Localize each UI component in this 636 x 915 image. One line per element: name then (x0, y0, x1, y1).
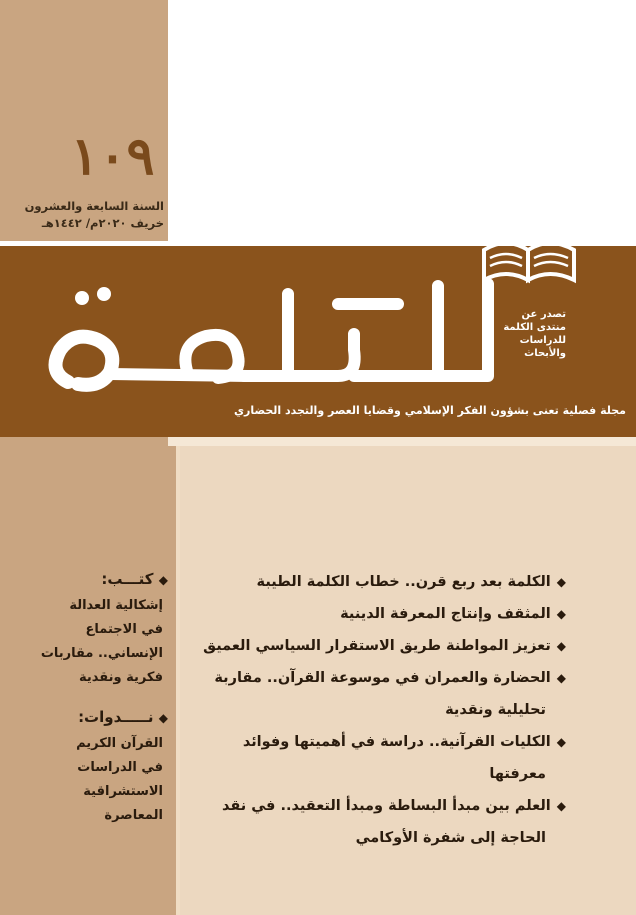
diamond-bullet-icon: ◆ (556, 575, 566, 589)
article-title-continued: تحليلية ونقدية (445, 702, 546, 718)
diamond-bullet-icon: ◆ (556, 607, 566, 621)
article-item (200, 566, 566, 598)
article-item (200, 662, 566, 726)
publisher-line: منتدى الكلمة (503, 322, 566, 333)
seminars-heading-text: نـــــدوات: (78, 708, 154, 726)
seminar-line: الاستشراقية (83, 784, 163, 799)
books-heading-text: كتـــب: (101, 570, 154, 588)
article-title: العلم بين مبدأ البساطة ومبدأ التعقيد.. في نقد (221, 798, 551, 814)
magazine-tagline: مجلة فصلية تعنى بشؤون الفكر الإسلامي وقضايا العصر والتجدد الحضاري (233, 404, 626, 417)
diamond-bullet-icon: ◆ (158, 573, 168, 587)
book-line: فكرية ونقدية (78, 670, 163, 685)
seminar-line: المعاصرة (104, 808, 163, 823)
diamond-bullet-icon: ◆ (158, 711, 168, 725)
issue-year: السنة السابعة والعشرون (24, 199, 164, 213)
article-title-continued: معرفتها (489, 766, 546, 782)
article-item (200, 726, 566, 790)
article-title: الكلمة بعد ربع قرن.. خطاب الكلمة الطيبة (256, 574, 551, 590)
book-line: إشكالية العدالة (69, 598, 163, 613)
article-item (200, 598, 566, 630)
diamond-bullet-icon: ◆ (556, 671, 566, 685)
seminars-list (8, 732, 163, 828)
article-title: الحضارة والعمران في موسوعة القرآن.. مقاربة (214, 670, 551, 686)
article-title: الكليات القرآنية.. دراسة في أهميتها وفوائد (242, 734, 551, 750)
books-heading (8, 570, 168, 588)
publisher-note (482, 308, 566, 360)
publisher-line: والأبحاث (524, 348, 566, 359)
article-title: المثقف وإنتاج المعرفة الدينية (340, 606, 551, 622)
magazine-title-logo (38, 264, 518, 394)
seminars-heading (8, 708, 168, 726)
diamond-bullet-icon: ◆ (556, 735, 566, 749)
articles-list (200, 566, 566, 854)
diamond-bullet-icon: ◆ (556, 799, 566, 813)
article-title: تعزيز المواطنة طريق الاستقرار السياسي العميق (203, 638, 551, 654)
article-item (200, 630, 566, 662)
article-item (200, 790, 566, 854)
issue-date: خريف ٢٠٢٠م/ ١٤٤٢هـ (41, 216, 164, 230)
publisher-line: تصدر عن (521, 309, 566, 320)
diamond-bullet-icon: ◆ (556, 639, 566, 653)
book-line: في الاجتماع (85, 622, 163, 637)
article-title-continued: الحاجة إلى شفرة الأوكامي (355, 830, 546, 846)
book-line: الإنساني.. مقاربات (40, 646, 163, 661)
seminar-line: في الدراسات (77, 760, 163, 775)
publisher-line: للدراسات (519, 335, 566, 346)
divider (168, 437, 636, 446)
books-list (8, 594, 163, 690)
seminar-line: القرآن الكريم (76, 736, 163, 751)
issue-number: ١٠٩ (70, 126, 155, 187)
